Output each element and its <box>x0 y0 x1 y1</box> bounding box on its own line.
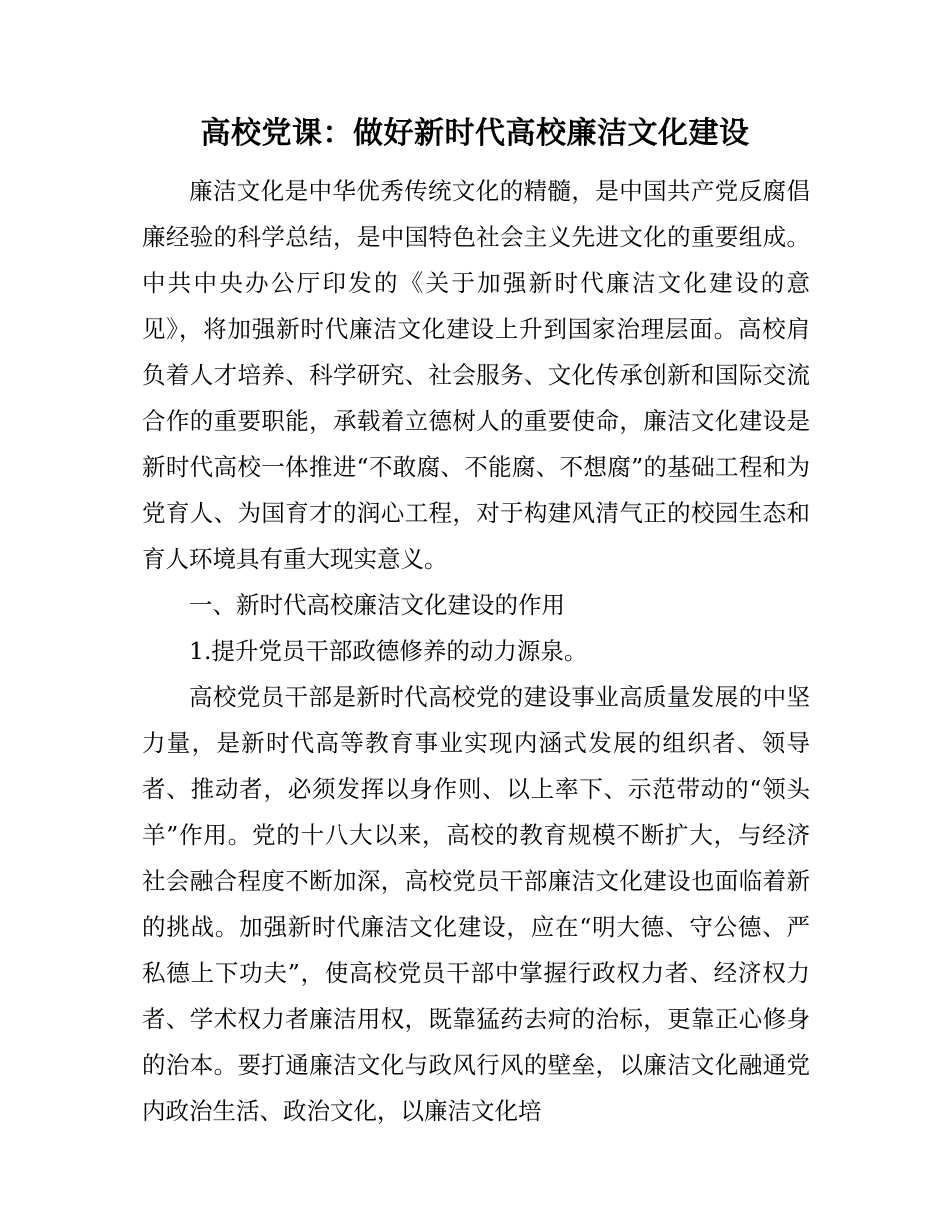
paragraph-body: 高校党员干部是新时代高校党的建设事业高质量发展的中坚力量，是新时代高等教育事业实现内涵式发展的组织者、领导者、推动者，必须发挥以身作则、以上率下、示范带动的“领头羊”作用。党的十八大以来，高校的教育规模不断扩大，与经济社会融合程度不断加深，高校党员干部廉洁文化建设也面临着新的挑战。加强新时代廉洁文化建设，应在“明大德、守公德、严私德上下功夫”，使高校党员干部中掌握行政权力者、经济权力者、学术权力者廉洁用权，既靠猛药去疴的治标，更靠正心修身的治本。要打通廉洁文化与政风行风的壁垒，以廉洁文化融通党内政治生活、政治文化，以廉洁文化培 <box>142 683 810 1125</box>
document-body <box>142 168 810 1134</box>
paragraph-intro: 廉洁文化是中华优秀传统文化的精髓，是中国共产党反腐倡廉经验的科学总结，是中国特色社会主义先进文化的重要组成。中共中央办公厅印发的《关于加强新时代廉洁文化建设的意见》，将加强新时代廉洁文化建设上升到国家治理层面。高校肩负着人才培养、科学研究、社会服务、文化传承创新和国际交流合作的重要职能，承载着立德树人的重要使命，廉洁文化建设是新时代高校一体推进“不敢腐、不能腐、不想腐”的基础工程和为党育人、为国育才的润心工程，对于构建风清气正的校园生态和育人环境具有重大现实意义。 <box>142 177 810 573</box>
subsection-heading: 1.提升党员干部政德修养的动力源泉。 <box>189 637 588 665</box>
section-heading: 一、新时代高校廉洁文化建设的作用 <box>189 591 565 619</box>
document-title: 高校党课：做好新时代高校廉洁文化建设 <box>200 116 750 151</box>
